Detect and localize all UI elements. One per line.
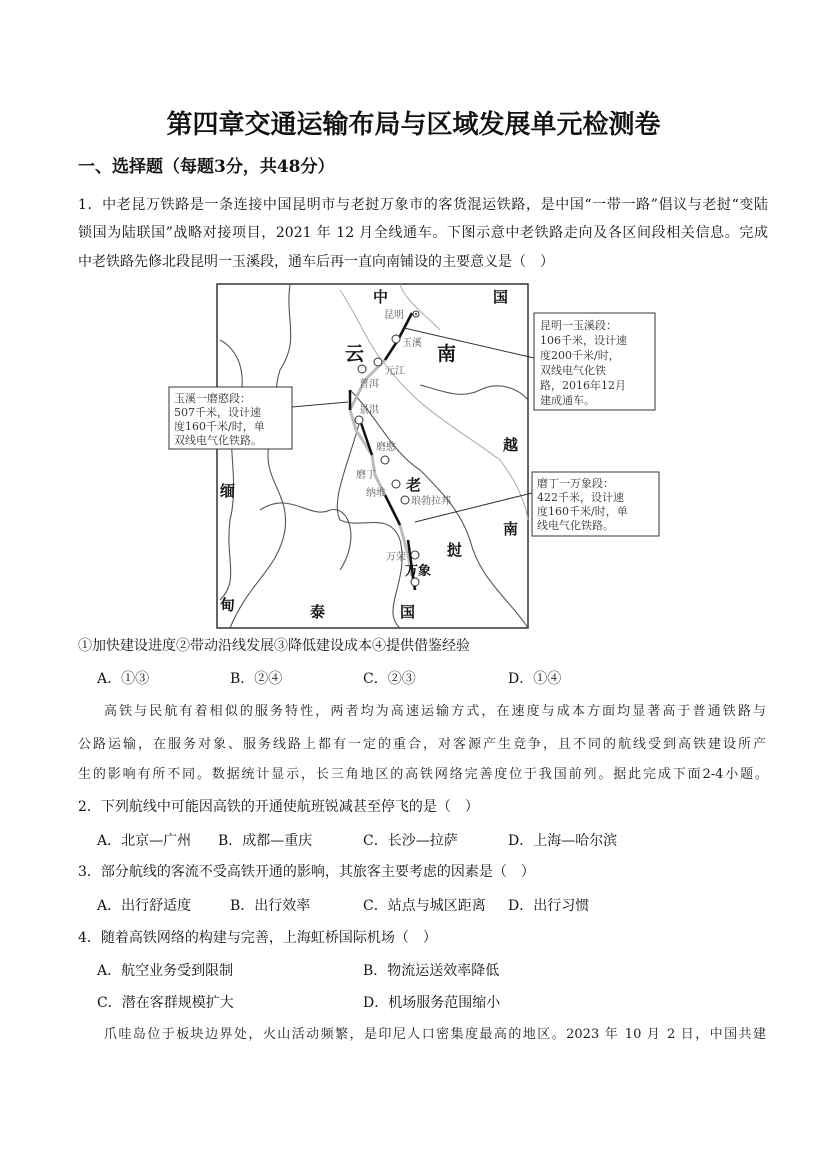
callout-moding-4: 线电气化铁路。 [537, 519, 614, 532]
q4-stem: 4．随着高铁网络的构建与完善，上海虹桥国际机场（ ） [78, 930, 437, 946]
q3-option-c: C．站点与城区距离 [363, 898, 486, 914]
callout-yuxi-4: 双线电气化铁路。 [174, 434, 262, 447]
callout-moding-2: 422千米，设计速 [537, 491, 624, 504]
q2-option-c: C．长沙—拉萨 [363, 833, 458, 849]
q2-option-b: B．成都—重庆 [218, 833, 313, 849]
label-thailand-2: 国 [400, 603, 416, 621]
q4-option-a: A．航空业务受到限制 [97, 963, 234, 979]
q1-line-3: 中老铁路先修北段昆明一玉溪段，通车后再一直向南铺设的主要意义是（ ） [78, 254, 554, 270]
q3-stem: 3．部分航线的客流不受高铁开通的影响，其旅客主要考虑的因素是（ ） [78, 864, 535, 880]
q1-option-c: C．②③ [363, 671, 416, 687]
china-laos-railway-map [160, 280, 660, 630]
q4-option-b: B．物流运送效率降低 [363, 963, 500, 979]
label-laos-2: 挝 [447, 541, 463, 559]
city-jinghong: 景洪 [359, 405, 379, 416]
label-laos-1: 老 [406, 476, 422, 494]
q2-option-d: D．上海—哈尔滨 [508, 833, 618, 849]
label-myanmar-1: 缅 [220, 482, 236, 500]
callout-yuxi-1: 玉溪一磨憨段： [174, 392, 251, 405]
q1-line-1: 1．中老昆万铁路是一条连接中国昆明市与老挝万象市的客货混运铁路，是中国“一带一路”倡议与老挝“变陆 [78, 197, 768, 213]
callout-kunming-1: 昆明一玉溪段： [540, 319, 617, 332]
city-luang-prabang: 琅勃拉邦 [411, 496, 451, 507]
q1-line-2: 锁国为陆联国”战略对接项目，2021 年 12 月全线通车。下图示意中老铁路走向及各区间段相关信息。完成 [78, 225, 768, 241]
q1-option-a: A．①③ [97, 671, 150, 687]
q4-option-c: C．潜在客群规模扩大 [97, 995, 234, 1011]
q1-statements: ①加快建设进度②带动沿线发展③降低建设成本④提供借鉴经验 [78, 638, 470, 654]
city-moding: 磨丁 [356, 470, 376, 481]
callout-moding-1: 磨丁一万象段： [537, 477, 614, 490]
city-puer: 普洱 [359, 379, 379, 390]
label-myanmar-2: 甸 [220, 596, 236, 614]
passage1-line-3: 生的影响有所不同。数据统计显示，长三角地区的高铁网络完善度位于我国前列。据此完成下面2-4小题。 [78, 767, 768, 782]
label-yunnan-2: 南 [437, 343, 457, 365]
page-title: 第四章交通运输布局与区域发展单元检测卷 [166, 110, 661, 140]
label-thailand-1: 泰 [310, 603, 326, 621]
q3-option-b: B．出行效率 [230, 898, 311, 914]
label-china-1: 中 [373, 288, 389, 306]
q1-option-d: D．①④ [508, 671, 562, 687]
label-china-2: 国 [493, 288, 509, 306]
city-vang-vieng: 万荣 [386, 552, 406, 563]
callout-kunming-5: 路，2016年12月 [540, 379, 626, 392]
callout-kunming-3: 度200千米/时， [540, 349, 620, 362]
callout-kunming-6: 建成通车。 [540, 394, 595, 407]
city-kunming: 昆明 [384, 310, 404, 321]
callout-yuxi-3: 度160千米/时，单 [174, 420, 265, 433]
passage1-line-1: 高铁与民航有着相似的服务特性，两者均为高速运输方式，在速度与成本方面均显著高于普通铁路与 [104, 704, 766, 719]
city-nadui: 纳堆 [366, 488, 386, 499]
section-heading: 一、选择题（每题3分，共48分） [78, 157, 335, 177]
label-vietnam-2: 南 [503, 520, 519, 538]
q1-option-b: B．②④ [230, 671, 283, 687]
city-vientiane: 万象 [405, 564, 432, 579]
q3-option-d: D．出行习惯 [508, 898, 590, 914]
city-mohan: 磨憨 [376, 442, 396, 453]
q3-option-a: A．出行舒适度 [97, 898, 192, 914]
city-yuanjiang: 元江 [385, 366, 405, 377]
q4-option-d: D．机场服务范围缩小 [363, 995, 501, 1011]
callout-yuxi-2: 507千米，设计速 [174, 406, 261, 419]
q2-stem: 2．下列航线中可能因高铁的开通使航班锐减甚至停飞的是（ ） [78, 799, 479, 815]
q2-option-a: A．北京—广州 [97, 833, 192, 849]
callout-kunming-4: 双线电气化铁 [540, 364, 606, 377]
label-vietnam-1: 越 [503, 436, 519, 454]
label-yunnan-1: 云 [345, 343, 365, 365]
callout-moding-3: 度160千米/时，单 [537, 505, 628, 518]
passage1-line-2: 公路运输，在服务对象、服务线路上都有一定的重合，对客源产生竞争，且不同的航线受到高铁建设所产 [78, 737, 766, 752]
city-yuxi: 玉溪 [402, 338, 422, 349]
callout-kunming-2: 106千米，设计速 [540, 334, 627, 347]
passage2-line-1: 爪哇岛位于板块边界处，火山活动频繁，是印尼人口密集度最高的地区。2023 年 10 月 2 日，中国共建 [104, 1027, 766, 1042]
